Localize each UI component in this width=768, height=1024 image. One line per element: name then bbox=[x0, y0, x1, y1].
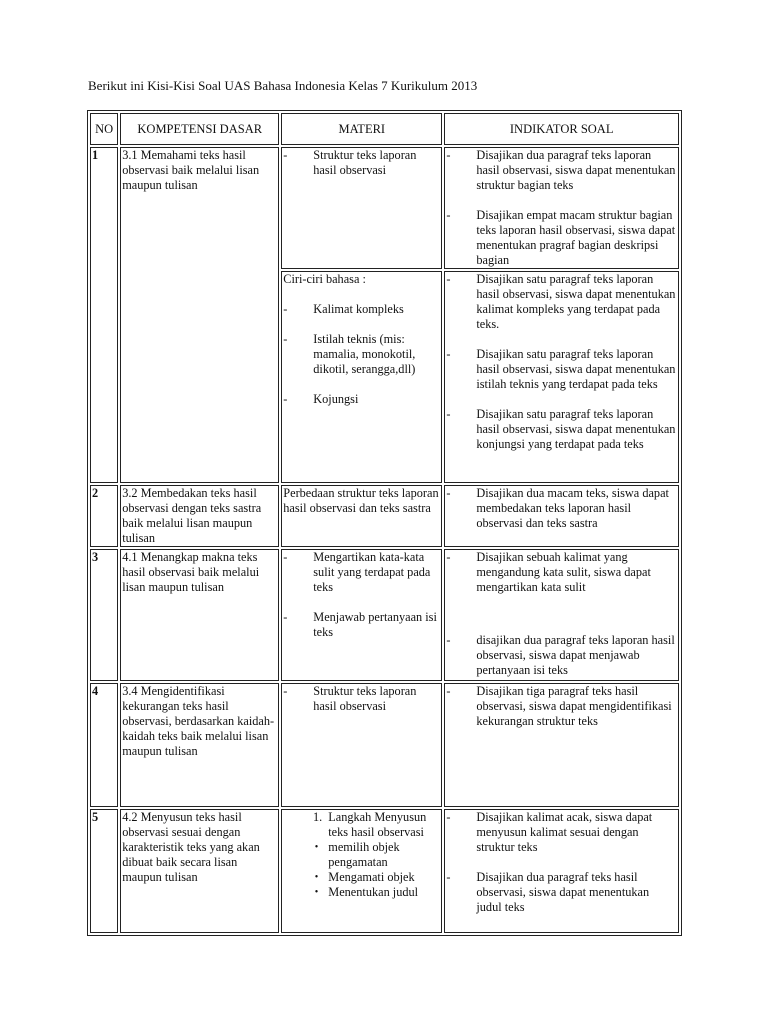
indikator-text: Disajikan dua macam teks, siswa dapat membedakan teks laporan hasil observasi dan teks sastra bbox=[476, 486, 669, 530]
header-kompetensi-dasar: KOMPETENSI DASAR bbox=[120, 113, 279, 145]
dash-marker: - bbox=[446, 407, 451, 421]
dash-marker: - bbox=[446, 550, 451, 564]
header-materi: MATERI bbox=[281, 113, 442, 145]
dash-marker: - bbox=[283, 302, 288, 316]
materi-text: Mengartikan kata-kata sulit yang terdapat pada teks bbox=[313, 550, 431, 594]
indikator-text: Disajikan kalimat acak, siswa dapat menyusun kalimat sesuai dengan struktur teks bbox=[476, 810, 653, 854]
header-indikator-soal: INDIKATOR SOAL bbox=[444, 113, 679, 145]
bullet-icon: • bbox=[314, 887, 319, 898]
dash-marker: - bbox=[446, 684, 451, 698]
dash-marker: - bbox=[446, 870, 451, 884]
indikator-text: Disajikan dua paragraf teks laporan hasil observasi, siswa dapat menentukan struktur bagian teks bbox=[476, 148, 676, 192]
row-number: 5 bbox=[90, 809, 118, 933]
materi-cell bbox=[281, 271, 442, 483]
indikator-text: Disajikan satu paragraf teks laporan hasil observasi, siswa dapat menentukan kalimat kompleks yang terdapat pada teks. bbox=[476, 272, 676, 331]
materi-text: Kojungsi bbox=[313, 392, 359, 406]
table-row bbox=[90, 147, 679, 269]
materi-text: Struktur teks laporan hasil observasi bbox=[313, 148, 417, 177]
indikator-cell bbox=[444, 683, 679, 807]
kompetensi-dasar-cell: 3.1 Memahami teks hasil observasi baik melalui lisan maupun tulisan bbox=[120, 147, 279, 483]
materi-cell bbox=[281, 683, 442, 807]
list-item bbox=[283, 810, 440, 840]
bullet-icon: • bbox=[314, 872, 319, 883]
indikator-cell bbox=[444, 485, 679, 547]
kompetensi-dasar-cell: 4.2 Menyusun teks hasil observasi sesuai dengan karakteristik teks yang akan dibuat baik secara lisan maupun tulisan bbox=[120, 809, 279, 933]
materi-text: memilih objek pengamatan bbox=[328, 840, 400, 869]
table-header-row bbox=[90, 113, 679, 145]
dash-marker: - bbox=[446, 633, 451, 647]
indikator-cell bbox=[444, 809, 679, 933]
table-row bbox=[90, 485, 679, 547]
materi-cell bbox=[281, 549, 442, 681]
indikator-text: Disajikan tiga paragraf teks hasil observasi, siswa dapat mengidentifikasi kekurangan struktur teks bbox=[476, 684, 672, 728]
dash-marker: - bbox=[283, 610, 288, 624]
materi-text: Kalimat kompleks bbox=[313, 302, 404, 316]
bullet-icon: • bbox=[314, 842, 319, 853]
dash-marker: - bbox=[446, 347, 451, 361]
materi-text: Langkah Menyusun teks hasil observasi bbox=[328, 810, 427, 839]
list-item bbox=[283, 840, 440, 870]
kompetensi-dasar-cell: 3.2 Membedakan teks hasil observasi dengan teks sastra baik melalui lisan maupun tulisan bbox=[120, 485, 279, 547]
indikator-text: Disajikan dua paragraf teks hasil observasi, siswa dapat menentukan judul teks bbox=[476, 870, 650, 914]
dash-marker: - bbox=[446, 148, 451, 162]
row-number: 1 bbox=[90, 147, 118, 483]
indikator-cell bbox=[444, 271, 679, 483]
list-item bbox=[283, 885, 440, 900]
dash-marker: - bbox=[446, 486, 451, 500]
indikator-text: Disajikan empat macam struktur bagian teks laporan hasil observasi, siswa dapat menentukan pragraf bagian deskripsi bagian bbox=[476, 208, 676, 267]
dash-marker: - bbox=[283, 550, 288, 564]
materi-numbered-list bbox=[283, 810, 440, 840]
materi-cell bbox=[281, 809, 442, 933]
materi-cell: Perbedaan struktur teks laporan hasil observasi dan teks sastra bbox=[281, 485, 442, 547]
dash-marker: - bbox=[283, 148, 288, 162]
list-item bbox=[283, 870, 440, 885]
page-title: Berikut ini Kisi-Kisi Soal UAS Bahasa Indonesia Kelas 7 Kurikulum 2013 bbox=[88, 78, 478, 93]
materi-text: Menentukan judul bbox=[328, 885, 419, 899]
table-row bbox=[90, 809, 679, 933]
dash-marker: - bbox=[446, 810, 451, 824]
materi-heading: Ciri-ciri bahasa : bbox=[283, 272, 366, 286]
row-number: 2 bbox=[90, 485, 118, 547]
dash-marker: - bbox=[283, 392, 288, 406]
indikator-text: disajikan dua paragraf teks laporan hasil observasi, siswa dapat menjawab pertanyaan isi teks bbox=[476, 633, 675, 677]
table-row bbox=[90, 549, 679, 681]
header-no: NO bbox=[90, 113, 118, 145]
kompetensi-dasar-cell: 3.4 Mengidentifikasi kekurangan teks hasil observasi, berdasarkan kaidah-kaidah teks baik melalui lisan maupun tulisan bbox=[120, 683, 279, 807]
materi-bullet-list bbox=[283, 840, 440, 900]
materi-text: Struktur teks laporan hasil observasi bbox=[313, 684, 417, 713]
list-number: 1. bbox=[313, 810, 323, 824]
dash-marker: - bbox=[446, 272, 451, 286]
indikator-text: Disajikan satu paragraf teks laporan hasil observasi, siswa dapat menentukan konjungsi yang terdapat pada teks bbox=[476, 407, 676, 451]
indikator-text: Disajikan sebuah kalimat yang mengandung kata sulit, siswa dapat mengartikan kata sulit bbox=[476, 550, 651, 594]
row-number: 4 bbox=[90, 683, 118, 807]
materi-cell bbox=[281, 147, 442, 269]
table-row bbox=[90, 683, 679, 807]
materi-text: Istilah teknis (mis: mamalia, monokotil, dikotil, serangga,dll) bbox=[313, 332, 416, 376]
dash-marker: - bbox=[446, 208, 451, 222]
indikator-cell bbox=[444, 549, 679, 681]
kompetensi-dasar-cell: 4.1 Menangkap makna teks hasil observasi baik melalui lisan maupun tulisan bbox=[120, 549, 279, 681]
row-number: 3 bbox=[90, 549, 118, 681]
indikator-text: Disajikan satu paragraf teks laporan hasil observasi, siswa dapat menentukan istilah teknis yang terdapat pada teks bbox=[476, 347, 676, 391]
indikator-cell bbox=[444, 147, 679, 269]
materi-text: Menjawab pertanyaan isi teks bbox=[313, 610, 437, 639]
dash-marker: - bbox=[283, 684, 288, 698]
kisi-kisi-table bbox=[87, 110, 682, 936]
materi-text: Mengamati objek bbox=[328, 870, 415, 884]
dash-marker: - bbox=[283, 332, 288, 346]
